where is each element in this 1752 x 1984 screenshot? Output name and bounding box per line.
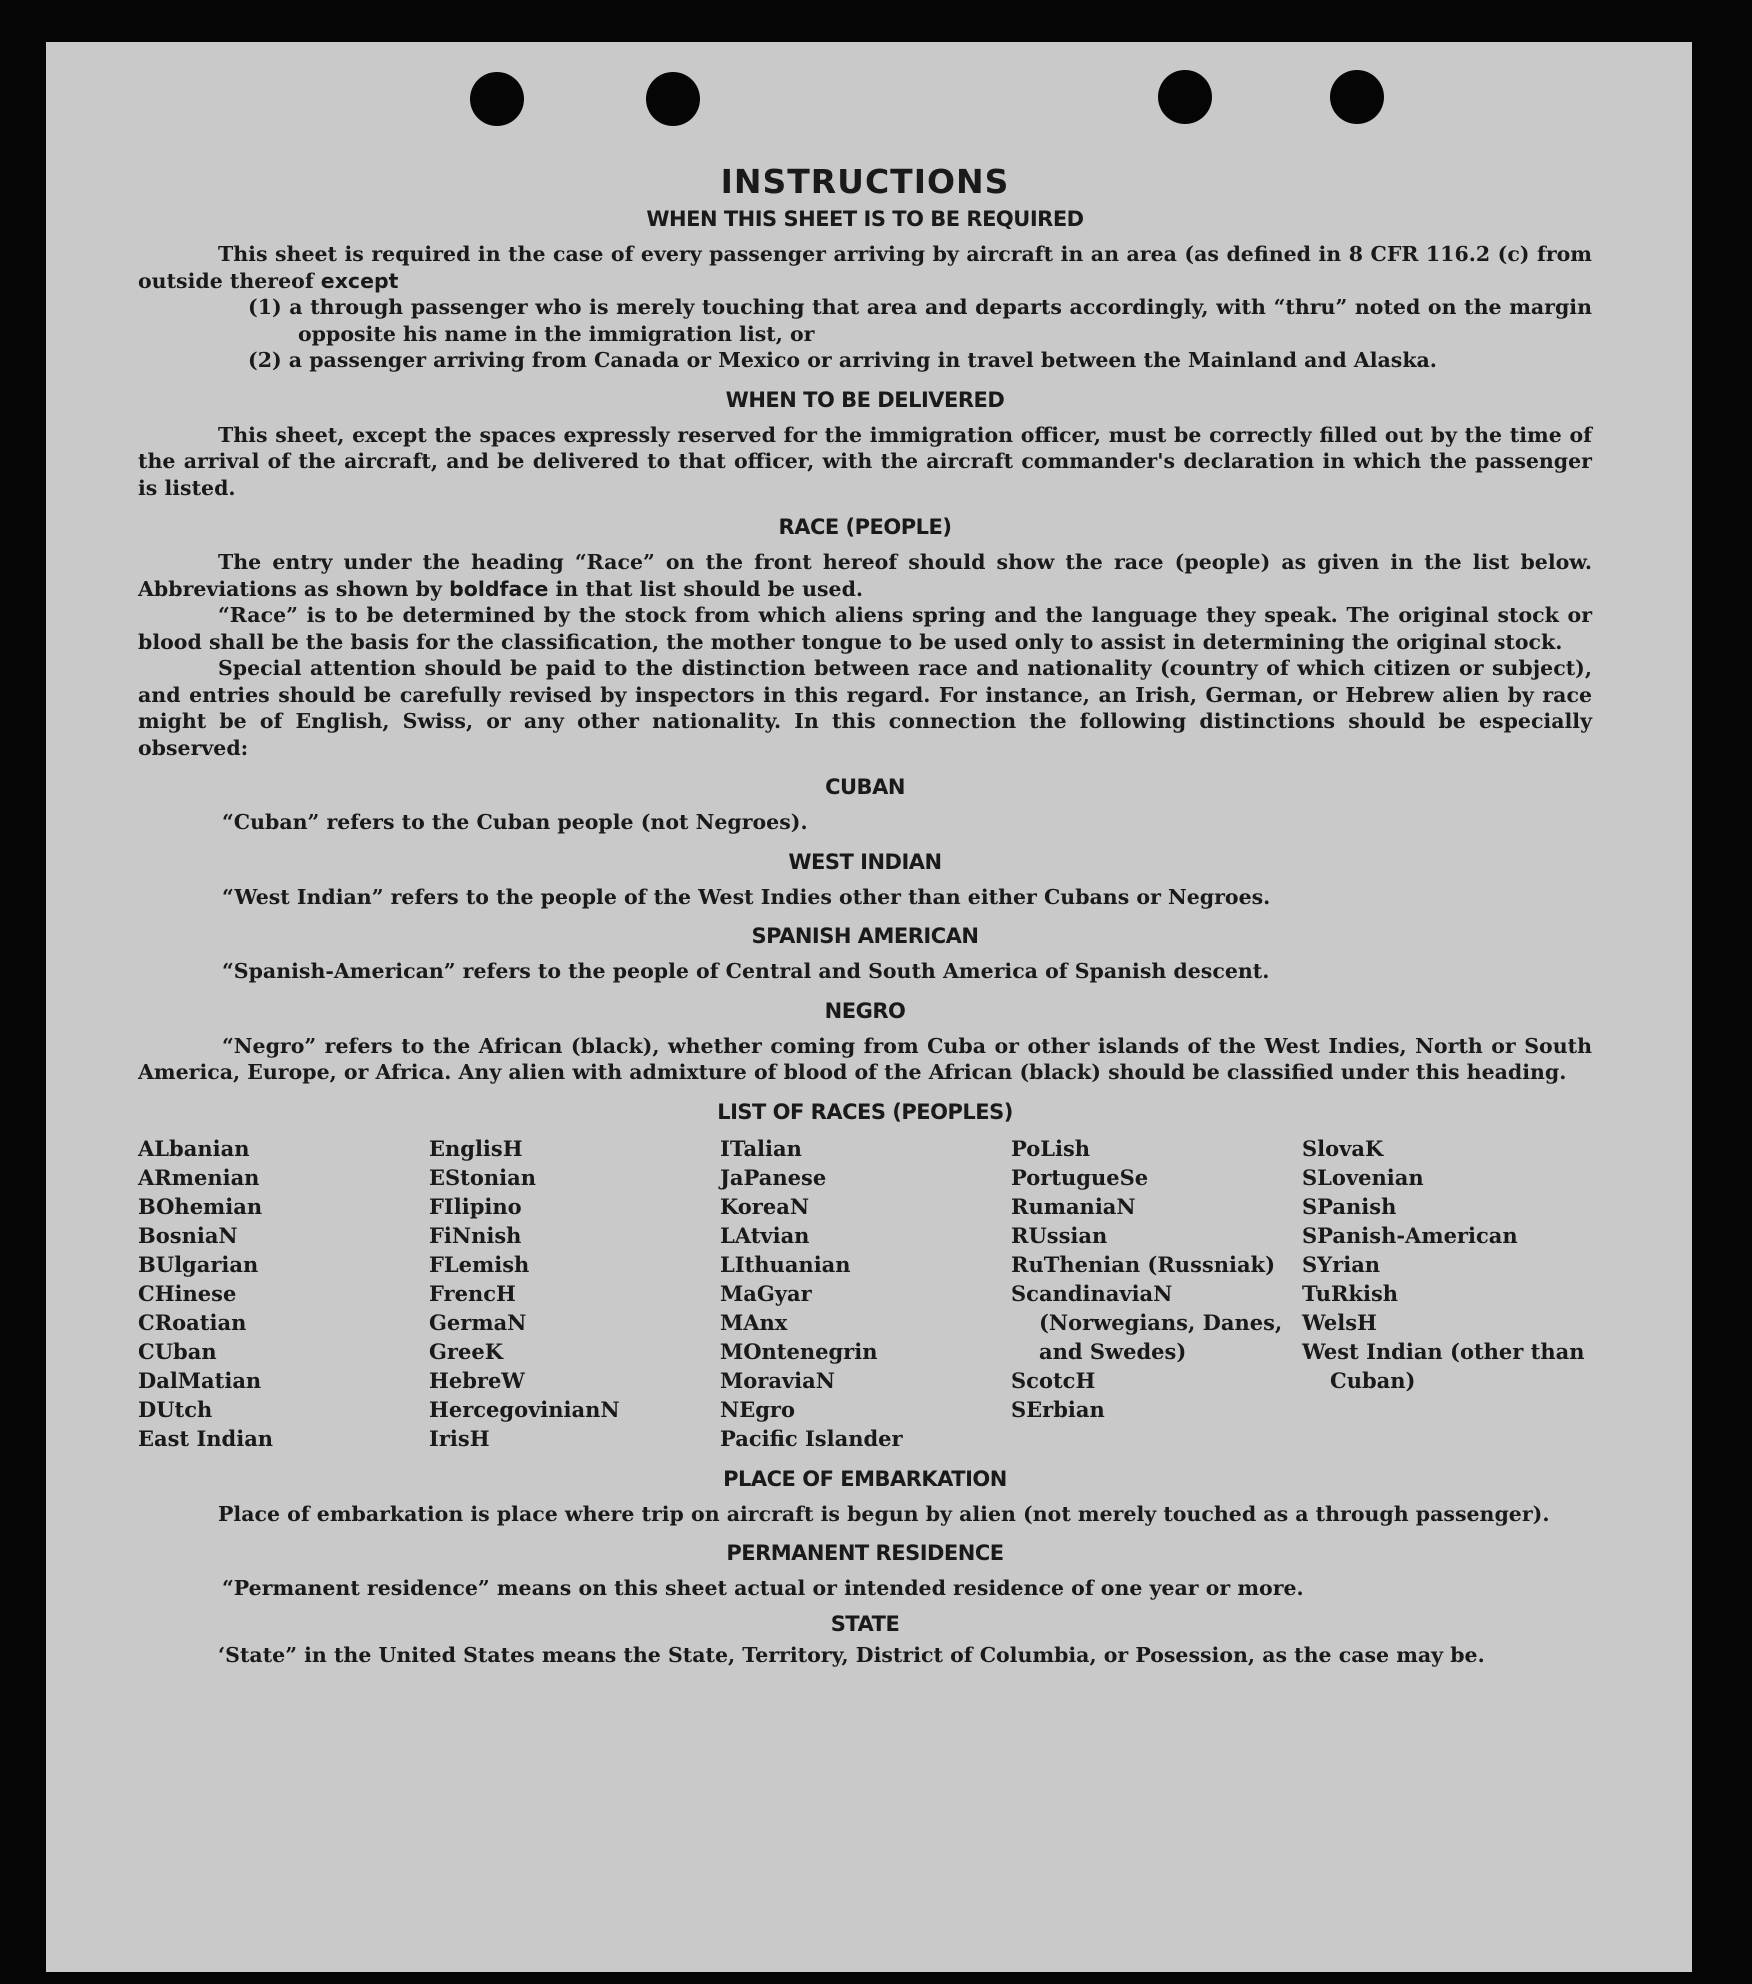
race-entry: PortugueSe [1011,1164,1149,1190]
race-entry: EStonian [429,1164,536,1190]
race-entry: LIthuanian [720,1251,851,1277]
form-sheet [46,42,1692,1972]
race-entry: SPanish [1302,1193,1397,1219]
race-entry: MAnx [720,1309,788,1335]
race-entry: BUlgarian [138,1251,259,1277]
race-entry: ITalian [720,1135,802,1161]
race-entry: RUssian [1011,1222,1108,1248]
race-column [720,1134,1010,1453]
race-entry: SlovaK [1302,1135,1384,1161]
section-heading-delivered: WHEN TO BE DELIVERED [725,387,1005,412]
race-entry: HercegovinianN [429,1396,620,1422]
section-heading-residence: PERMANENT RESIDENCE [726,1541,1004,1565]
race-entry: FrencH [429,1280,516,1306]
race-entry: SLovenian [1302,1164,1424,1190]
race-entry: RuThenian (Russniak) [1011,1251,1276,1277]
race-entry: SYrian [1302,1251,1381,1277]
race-entry: GreeK [429,1338,503,1364]
race-entry: East Indian [138,1425,274,1451]
boldface-word: boldface [449,576,549,601]
race-entry: WelsH [1302,1309,1377,1335]
race-list [138,1134,1592,1453]
required-item-2: (2) a passenger arriving from Canada or Mexico or arriving in travel between the Mainland and Alaska. [248,348,1437,372]
state-text: ‘State” in the United States means the State, Territory, District of Columbia, or Posession, as the case may be. [218,1642,1485,1667]
west-indian-text: “West Indian” refers to the people of the West Indies other than either Cubans or Negroes. [222,884,1271,909]
race-entry: CUban [138,1338,217,1364]
punch-hole [1158,70,1212,124]
race-entry: HebreW [429,1367,525,1393]
race-entry: IrisH [429,1425,490,1451]
spanish-american-text: “Spanish-American” refers to the people of Central and South America of Spanish descent. [222,959,1270,983]
required-intro: This sheet is required in the case of every passenger arriving by aircraft in an area (as defined in 8 CFR 116.2 (c) from outside thereof except [138,242,1592,293]
residence-text: “Permanent residence” means on this sheet actual or intended residence of one year or more. [222,1576,1304,1600]
race-column [138,1134,428,1453]
race-paragraph-2: “Race” is to be determined by the stock from which aliens spring and the language they speak. The original stock or blood shall be the basis for the classification, the mother tongue to be used only to assist in determining the original stock. [138,603,1592,654]
race-paragraph-3: Special attention should be paid to the distinction between race and nationality (country of which citizen or subject), and entries should be carefully revised by inspectors in this regard. For instance, an Irish, German, or Hebrew alien by race might be of English, Swiss, or any other nationality. In this connection the following distinctions should be especially observed: [138,656,1592,760]
negro-text: “Negro” refers to the African (black), whether coming from Cuba or other islands of the West Indies, North or South America, Europe, or Africa. Any alien with admixture of blood of the African (black) should be classified under this heading. [138,1033,1592,1084]
race-entry: ScandinaviaN (Norwegians, Danes, and Swedes) [1011,1280,1283,1364]
race-entry: PoLish [1011,1135,1091,1161]
race-entry: West Indian (other than Cuban) [1302,1338,1585,1393]
punch-hole [470,72,524,126]
embarkation-text: Place of embarkation is place where trip on aircraft is begun by alien (not merely touched as a through passenger). [218,1501,1550,1526]
section-heading-state: STATE [830,1611,900,1636]
race-entry: TuRkish [1302,1280,1399,1306]
except-word: except [320,268,399,293]
race-column [1011,1134,1301,1453]
race-entry: CRoatian [138,1309,247,1335]
race-entry: BosniaN [138,1222,238,1248]
race-entry: Pacific Islander [720,1425,903,1451]
punch-hole [646,72,700,126]
section-heading-required: WHEN THIS SHEET IS TO BE REQUIRED [646,207,1084,231]
race-entry: ScotcH [1011,1367,1096,1393]
race-entry: SPanish-American [1302,1222,1518,1248]
instructions-content [138,162,1592,1668]
race-paragraph-1: The entry under the heading “Race” on the front hereof should show the race (people) as given in the list below. Abbreviations as shown by boldface in that list should be used. [138,550,1592,601]
race-entry: SErbian [1011,1396,1105,1422]
cuban-text: “Cuban” refers to the Cuban people (not Negroes). [222,810,808,834]
race-column [1302,1134,1592,1453]
race-entry: KoreaN [720,1193,810,1219]
race-entry: EnglisH [429,1135,523,1161]
delivered-text: This sheet, except the spaces expressly reserved for the immigration officer, must be correctly filled out by the time of the arrival of the aircraft, and be delivered to that officer, with the aircraft commander's declaration in which the passenger is listed. [138,422,1592,500]
race-entry: LAtvian [720,1222,810,1248]
required-item-1: (1) a through passenger who is merely touching that area and departs accordingly, with “thru” noted on the margin opposite his name in the immigration list, or [248,295,1592,346]
race-entry: MOntenegrin [720,1338,878,1364]
section-heading-embarkation: PLACE OF EMBARKATION [723,1466,1007,1491]
race-entry: ALbanian [138,1135,250,1161]
race-entry: MaGyar [720,1280,812,1306]
section-heading-race: RACE (PEOPLE) [778,515,952,539]
race-entry: DalMatian [138,1367,262,1393]
punch-hole [1330,70,1384,124]
race-entry: FLemish [429,1251,530,1277]
race-entry: JaPanese [720,1164,827,1190]
race-entry: DUtch [138,1396,213,1422]
race-entry: CHinese [138,1280,237,1306]
race-entry: NEgro [720,1396,795,1422]
section-heading-cuban: CUBAN [825,775,905,799]
section-heading-spanish-american: SPANISH AMERICAN [751,924,979,948]
race-entry: FiNnish [429,1222,522,1248]
race-column [429,1134,719,1453]
race-entry: RumaniaN [1011,1193,1136,1219]
section-heading-list-of-races: LIST OF RACES (PEOPLES) [717,1099,1013,1124]
race-entry: GermaN [429,1309,527,1335]
section-heading-negro: NEGRO [824,998,906,1023]
page-title: INSTRUCTIONS [720,162,1010,201]
race-entry: FIlipino [429,1193,522,1219]
race-entry: BOhemian [138,1193,263,1219]
section-heading-west-indian: WEST INDIAN [788,849,942,874]
race-entry: ARmenian [138,1164,260,1190]
race-entry: MoraviaN [720,1367,835,1393]
